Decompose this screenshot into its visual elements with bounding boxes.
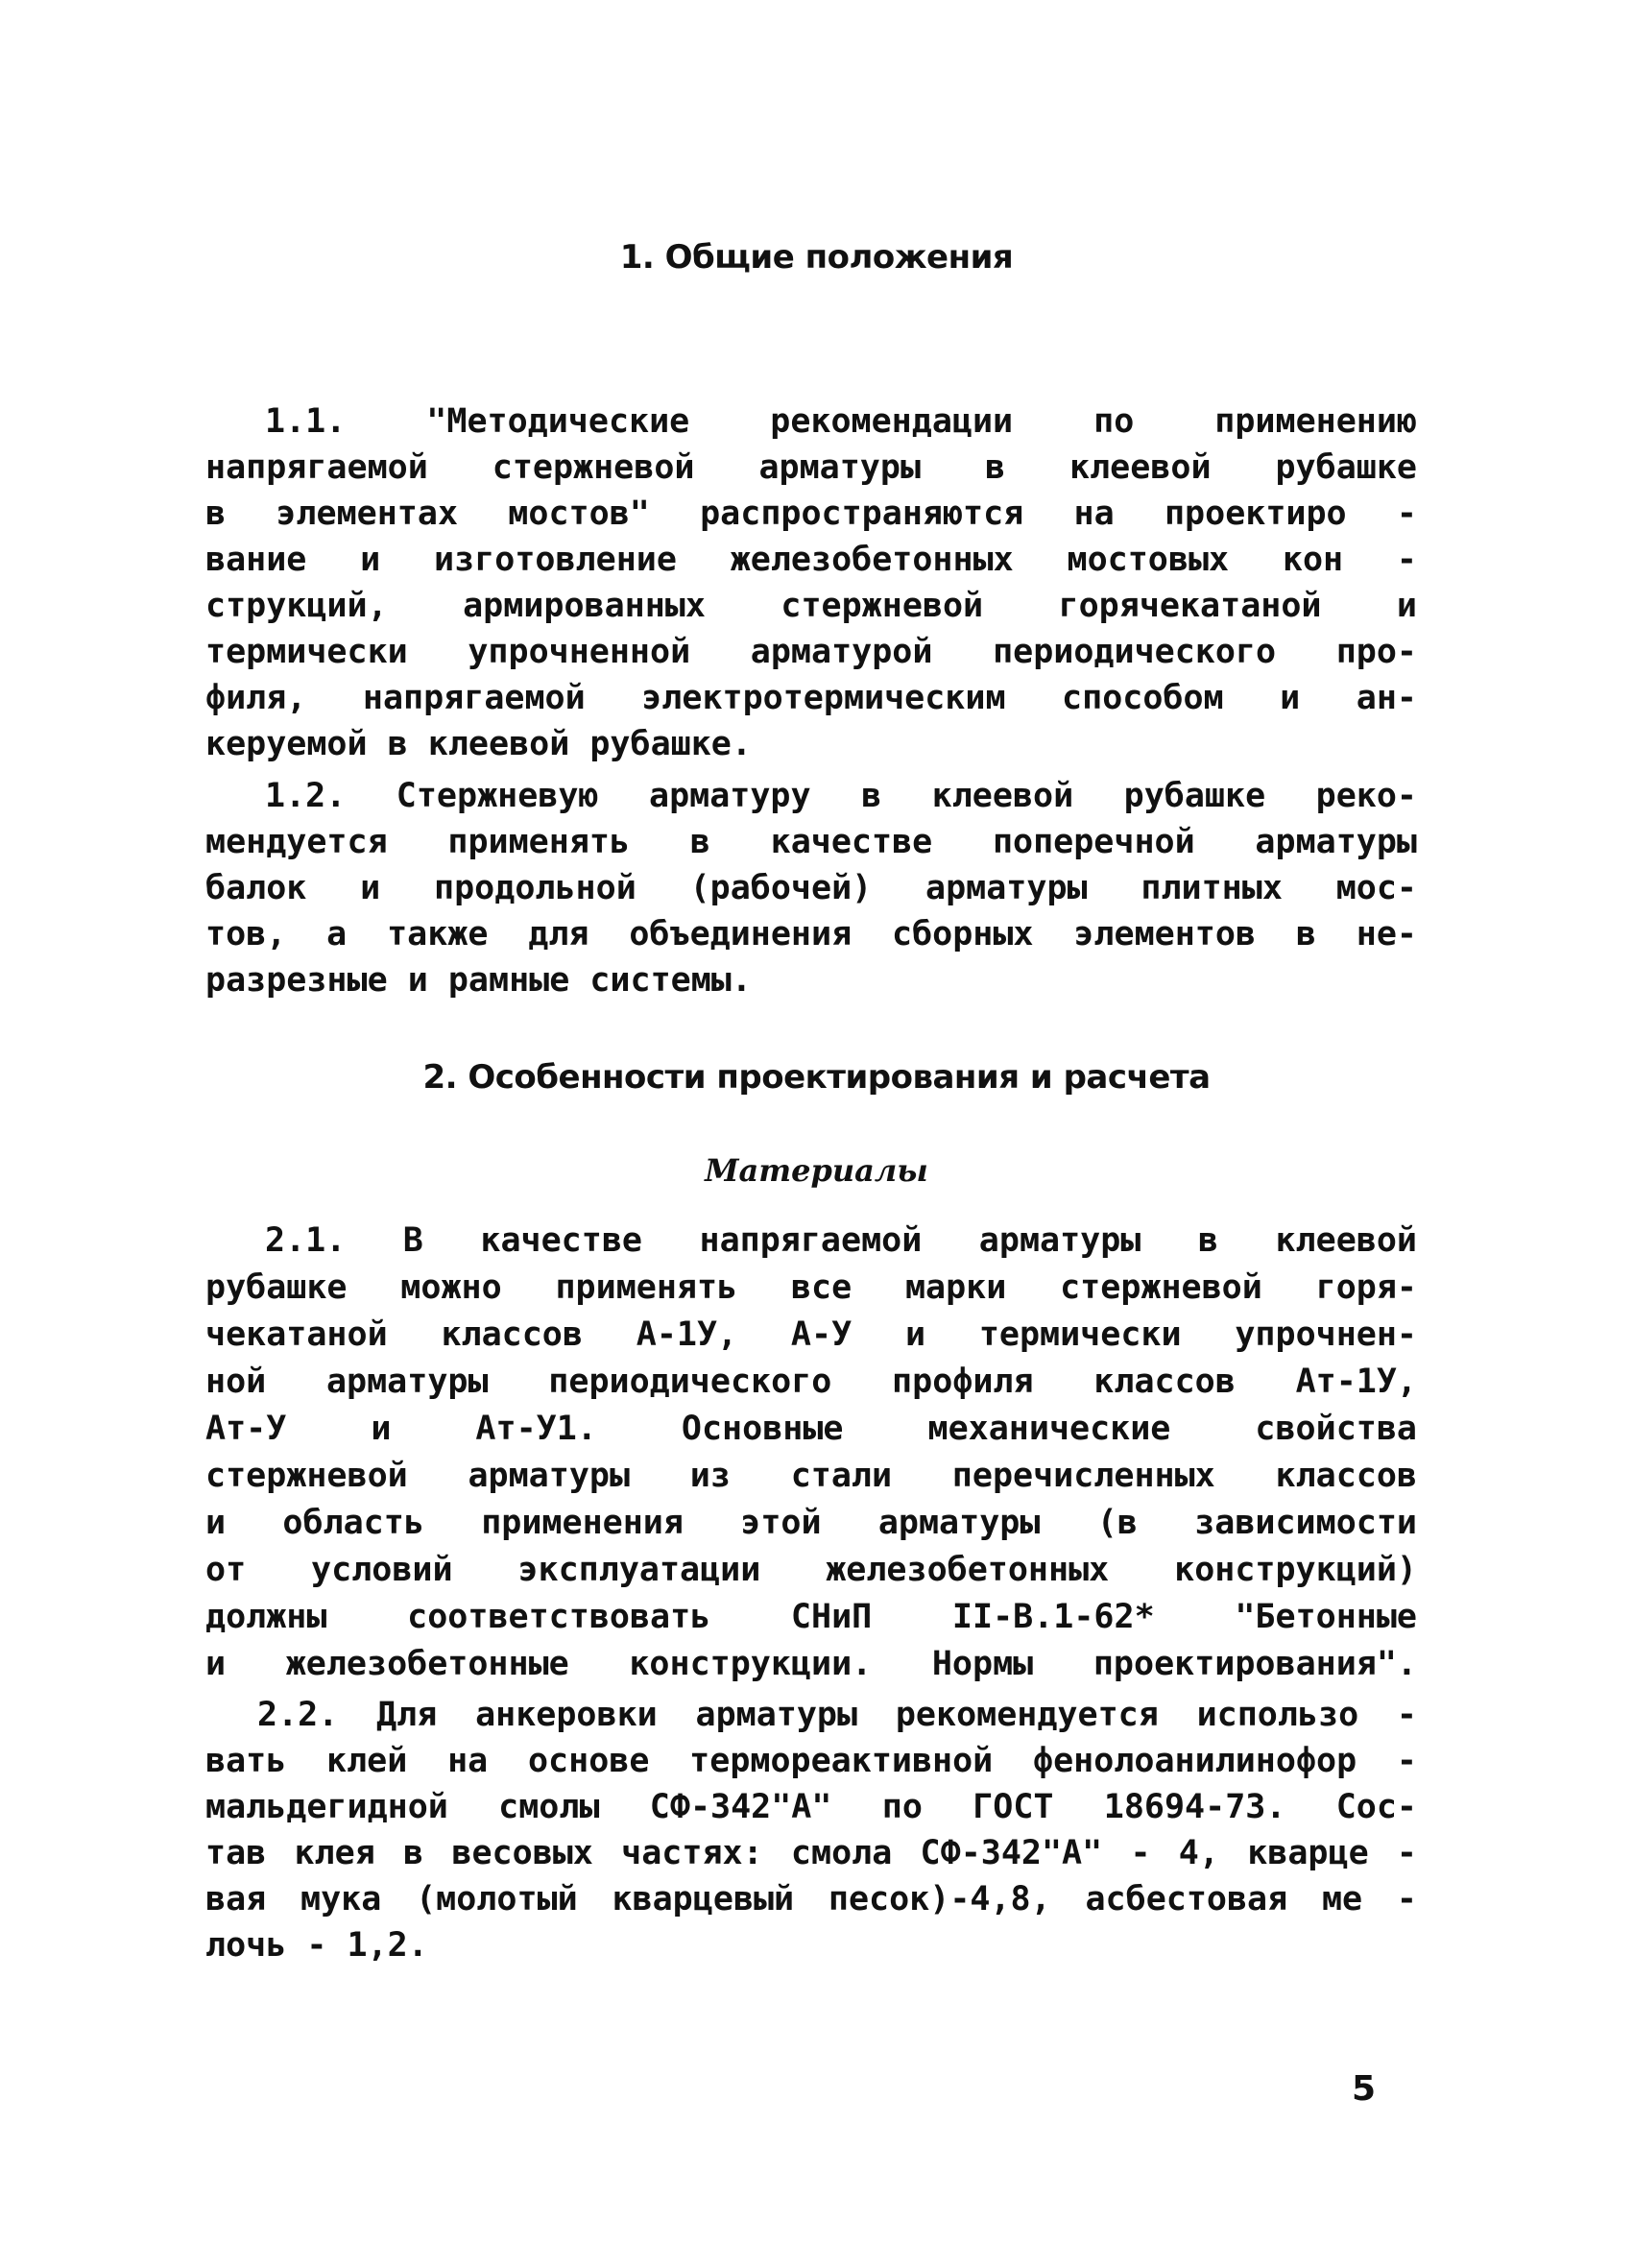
paragraph-line: вать клей на основе термореактивной фенолоанилинофор - — [205, 1742, 1417, 1780]
paragraph-line: разрезные и рамные системы. — [205, 961, 752, 1000]
paragraph-line: ной арматуры периодического профиля классов Ат-1У, — [205, 1363, 1417, 1401]
page-number: 5 — [1352, 2069, 1377, 2109]
paragraph-line: 1.2. Стержневую арматуру в клеевой рубашке реко- — [265, 777, 1417, 815]
paragraph-line: 2.1. В качестве напрягаемой арматуры в клеевой — [265, 1221, 1417, 1260]
paragraph-line: мендуется применять в качестве поперечной арматуры — [205, 823, 1417, 861]
paragraph-line: чекатаной классов А-1У, А-У и термически упрочнен- — [205, 1315, 1417, 1354]
paragraph-line: струкций, армированных стержневой горячекатаной и — [205, 587, 1417, 625]
materials-subheading: Материалы — [705, 1152, 928, 1189]
paragraph-line: балок и продольной (рабочей) арматуры плитных мос- — [205, 869, 1417, 907]
paragraph-line: и область применения этой арматуры (в зависимости — [205, 1504, 1417, 1542]
paragraph-line: керуемой в клеевой рубашке. — [205, 725, 752, 763]
paragraph-line: термически упрочненной арматурой периодического про- — [205, 633, 1417, 671]
paragraph-line: вая мука (молотый кварцевый песок)-4,8, асбестовая ме - — [205, 1880, 1417, 1918]
paragraph-line: рубашке можно применять все марки стержневой горя- — [205, 1268, 1417, 1307]
paragraph-line: напрягаемой стержневой арматуры в клеевой рубашке — [205, 448, 1417, 487]
section-1-heading: 1. Общие положения — [619, 238, 1014, 277]
paragraph-line: лочь - 1,2. — [205, 1926, 428, 1965]
paragraph-line: 2.2. Для анкеровки арматуры рекомендуется использо - — [257, 1696, 1417, 1734]
paragraph-line: в элементах мостов" распространяются на проектиро - — [205, 495, 1417, 533]
paragraph-line: от условий эксплуатации железобетонных конструкций) — [205, 1551, 1417, 1589]
paragraph-line: тав клея в весовых частях: смола СФ-342"А" - 4, кварце - — [205, 1834, 1417, 1872]
paragraph-line: мальдегидной смолы СФ-342"А" по ГОСТ 18694-73. Сос- — [205, 1788, 1417, 1826]
paragraph-line: и железобетонные конструкции. Нормы проектирования". — [205, 1645, 1417, 1683]
paragraph-line: 1.1. "Методические рекомендации по применению — [265, 402, 1417, 441]
paragraph-line: филя, напрягаемой электротермическим способом и ан- — [205, 679, 1417, 717]
paragraph-line: тов, а также для объединения сборных элементов в не- — [205, 915, 1417, 953]
paragraph-line: Ат-У и Ат-У1. Основные механические свойства — [205, 1410, 1417, 1448]
paragraph-line: должны соответствовать СНиП II-В.1-62* "Бетонные — [205, 1598, 1417, 1636]
paragraph-line: стержневой арматуры из стали перечисленных классов — [205, 1457, 1417, 1495]
section-2-heading: 2. Особенности проектирования и расчета — [422, 1058, 1211, 1097]
paragraph-line: вание и изготовление железобетонных мостовых кон - — [205, 541, 1417, 579]
